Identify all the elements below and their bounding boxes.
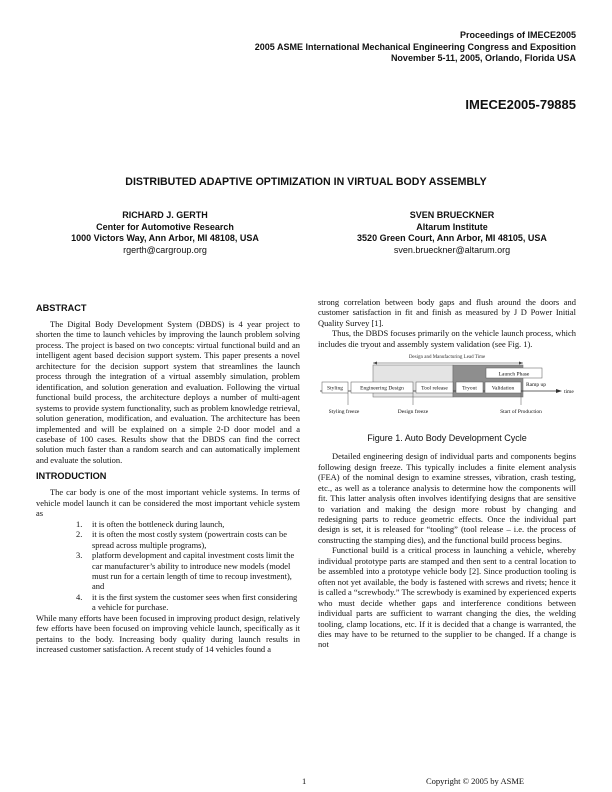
header-line-2: 2005 ASME International Mechanical Engineering Congress and Exposition [254,41,576,52]
author-address: 3520 Green Court, Ann Arbor, MI 48105, USA [357,233,547,243]
author-address: 1000 Victors Way, Ann Arbor, MI 48108, USA [71,233,259,243]
abstract-heading: ABSTRACT [36,303,87,313]
list-item: 1. it is often the bottleneck during launch, [76,518,225,529]
stage-label-styling: Styling [327,385,343,392]
stage-label-engineering-design: Engineering Design [360,385,404,392]
milestone-design-freeze: Design freeze [397,409,429,416]
abstract-text: The Digital Body Development System (DBDS) is 4 year project to shorten the time to launch vehicles by improving the launch problem solving process. The project is based on two concepts: virtual functional build and an intelligent agent based decision support system. This paper presents a novel architecture for the decision support system that streamlines the launch process through the integration of a virtual assembly simulation, problem identification, and solution generation and evaluation. Following the virtual functional build process, the architecture deploys a number of multi-agent systems to provide system functionality, such as problem knowledge retrieval, solution generation, modification, and evaluation. The architecture has been implemented and will be explained on a simple 2-D door model and a casebase of 100 cases. Results show that the DBDS can find the correct solution much faster than a random search and can automatically implement and evaluate the solution. [36,319,301,465]
copyright-notice: Copyright © 2005 by ASME [426,776,525,786]
paragraph-thus: Thus, the DBDS focuses primarily on the vehicle launch process, which includes die tryout and assembly system validation (see Fig. 1). [318,328,576,349]
lead-time-arrowhead-right [519,362,523,365]
milestone-styling-freeze: Styling freeze [328,409,360,416]
author-affiliation: Altarum Institute [416,221,488,232]
proceedings-header [255,30,576,65]
launch-phase-label: Launch Phase [498,371,530,378]
list-item: 4. it is the first system the customer sees when first considering a vehicle for purchase. [76,591,298,613]
figure-1-caption: Figure 1. Auto Body Development Cycle [367,433,527,444]
intro-paragraph-1: The car body is one of the most important vehicle systems. In terms of vehicle model launch it can be considered the most important vehicle system as [36,487,300,519]
header-line-3: November 5-11, 2005, Orlando, Florida USA [390,53,576,63]
stage-label-ramp-up: Ramp up [526,382,547,389]
author-name: RICHARD J. GERTH [122,210,208,220]
stage-label-tryout: Tryout [462,385,477,392]
author-email: sven.brueckner@altarum.org [393,244,511,255]
paper-title: DISTRIBUTED ADAPTIVE OPTIMIZATION IN VIRTUAL BODY ASSEMBLY [125,176,487,188]
author-block-1 [40,210,290,256]
time-axis-arrowhead [556,389,562,393]
list-item: 3. platform development and capital investment costs limit the car manufacturer’s ability to introduce new models (model must run for a certain length of time to recoup investment), and [76,550,295,592]
paper-id: IMECE2005-79885 [465,97,576,112]
introduction-heading: INTRODUCTION [36,471,107,482]
stage-label-validation: Validation [491,385,515,392]
header-line-1: Proceedings of IMECE2005 [459,30,576,40]
intro-list [36,519,300,613]
development-cycle-diagram [318,351,576,433]
milestone-start-of-production: Start of Production [500,409,542,416]
right-column [318,297,576,650]
paragraph-detailed-design: Detailed engineering design of individual parts and components begins following design freeze. This typically includes a finite element analysis (FEA) of the nominal design to examine stresses, vibration, crash testing, etc., as well as a tolerance analysis to determine how the components will fit. This latter analysis often involves identifying designs that are sensitive to variation and making the design more robust by changing and redesigning parts to reduce geometric effects. Once the individual part design is set, it is released for “tooling” (tool release – i.e. the process of constructing the stamping dies), and the functional build process begins. [318,451,576,545]
lead-time-arrowhead-left [373,362,377,365]
paragraph-continued: strong correlation between body gaps and flush around the doors and customer satisfaction in fit and finish as measured by J D Power Initial Quality Survey [1]. [318,297,576,328]
author-affiliation: Center for Automotive Research [96,221,234,232]
page-number: 1 [302,776,307,786]
stage-label-tool-release: Tool release [421,385,448,392]
author-name: SVEN BRUECKNER [409,210,495,220]
figure-1 [318,351,582,433]
list-item: 2. it is often the most costly system (powertrain costs can be spread across multiple programs), [76,529,287,550]
left-column [36,303,300,655]
paragraph-functional-build: Functional build is a critical process in launching a vehicle, whereby individual prototype parts are stamped and then sent to a central location to be assembled into a prototype vehicle body [2]. Since production tooling is often not yet available, the body is fastened with screws and rivets; hence it is called a “screwbody.” The screwbody is examined by experienced experts who must decide whether gaps and interference conditions between individual parts are sufficient to warrant changing the dies, the welding tooling, clamp locations, etc. If it is decided that a change is warranted, the dies may have to be returned to the supplier to be changed. If a change is not [318,545,576,650]
lead-time-label: Design and Manufacturing Lead Time [408,355,486,361]
time-axis-label: time [564,389,574,396]
author-block-2 [318,210,586,256]
intro-paragraph-2: While many efforts have been focused in improving product design, relatively few efforts have been focused on improving vehicle launch, specifically as it pertains to the body. Increasing body quality during launch results in increased customer satisfaction. A recent study of 14 vehicles found a [36,612,300,655]
author-email: rgerth@cargroup.org [123,244,207,255]
